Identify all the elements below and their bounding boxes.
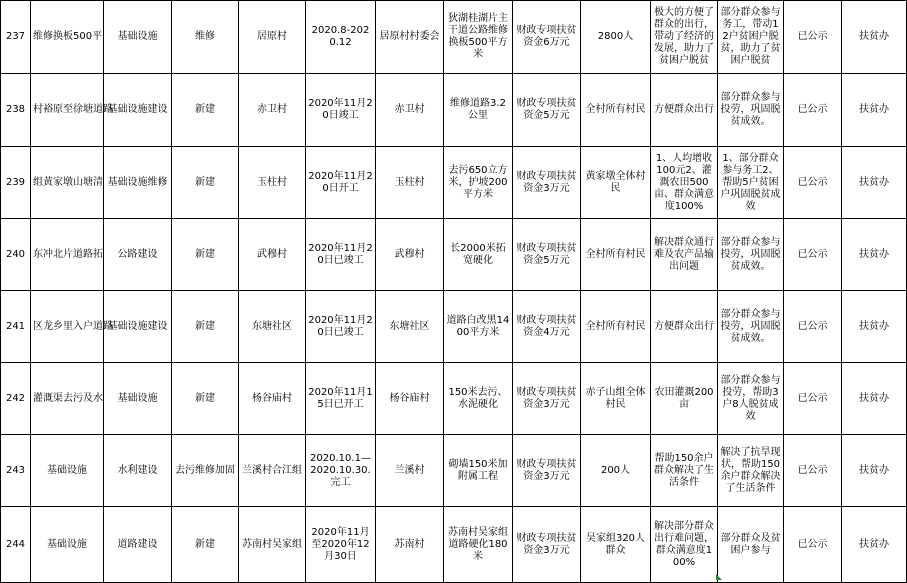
time-cell: 2020年11月至2020年12月30日 — [306, 507, 376, 583]
beneficiary-cell: 2800人 — [581, 1, 651, 74]
content-cell: 狄湖桂湖片主干道公路维修换板500平方米 — [444, 1, 513, 74]
beneficiary-cell: 黄家墩全体村民 — [581, 147, 651, 219]
table-row — [1, 435, 907, 507]
construction-type-cell: 新建 — [172, 74, 239, 147]
effect-cell: 帮助150余户群众解决了生活条件 — [651, 435, 718, 507]
time-cell: 2020.10.1—2020.10.30.完工 — [306, 435, 376, 507]
department-cell: 扶贫办 — [842, 219, 907, 291]
status-cell: 已公示 — [784, 291, 842, 363]
category-cell: 基础设施建设 — [104, 291, 172, 363]
time-cell: 2020年11月20日已竣工 — [306, 219, 376, 291]
location-cell: 玉柱村 — [239, 147, 306, 219]
department-cell: 扶贫办 — [842, 291, 907, 363]
construction-type-cell: 去污维修加固 — [172, 435, 239, 507]
construction-type-cell: 新建 — [172, 507, 239, 583]
construction-type-cell: 维修 — [172, 1, 239, 74]
mechanism-cell: 部分群众参与投劳，巩固脱贫成效。 — [718, 291, 784, 363]
content-cell: 去污650立方米，护坡200平方米 — [444, 147, 513, 219]
department-cell: 扶贫办 — [842, 147, 907, 219]
table-body — [1, 1, 907, 583]
table-row — [1, 219, 907, 291]
funding-cell: 财政专项扶贫资金3万元 — [513, 507, 581, 583]
content-cell: 苏南村吴家组道路硬化180米 — [444, 507, 513, 583]
project-name: 灌溉渠去污及水 — [33, 392, 103, 404]
row-number: 239 — [1, 147, 31, 219]
content-cell: 维修道路3.2公里 — [444, 74, 513, 147]
category-cell: 道路建设 — [104, 507, 172, 583]
department-cell: 扶贫办 — [842, 507, 907, 583]
mechanism-cell: 部分群众参与投劳，帮助3户8人脱贫成效 — [718, 363, 784, 435]
row-number: 237 — [1, 1, 31, 74]
project-name-cell — [31, 435, 104, 507]
department-cell: 扶贫办 — [842, 435, 907, 507]
construction-type-cell: 新建 — [172, 363, 239, 435]
content-cell: 道路白改黑1400平方米 — [444, 291, 513, 363]
effect-cell: 解决部分群众出行难问题，群众满意度100% — [651, 507, 718, 583]
content-cell: 砌墙150米加附属工程 — [444, 435, 513, 507]
status-cell: 已公示 — [784, 1, 842, 74]
category-cell: 水利建设 — [104, 435, 172, 507]
unit-cell: 赤卫村 — [376, 74, 444, 147]
category-cell: 公路建设 — [104, 219, 172, 291]
row-number: 241 — [1, 291, 31, 363]
location-cell: 苏南村吴家组 — [239, 507, 306, 583]
time-cell: 2020年11月20日已竣工 — [306, 291, 376, 363]
effect-cell: 方便群众出行 — [651, 74, 718, 147]
row-number: 240 — [1, 219, 31, 291]
project-name: 基础设施 — [47, 538, 87, 550]
funding-cell: 财政专项扶贫资金4万元 — [513, 291, 581, 363]
row-number: 238 — [1, 74, 31, 147]
funding-cell: 财政专项扶贫资金3万元 — [513, 435, 581, 507]
construction-type-cell: 新建 — [172, 291, 239, 363]
status-cell: 已公示 — [784, 147, 842, 219]
row-number: 244 — [1, 507, 31, 583]
project-name: 基础设施 — [47, 464, 87, 476]
project-name-cell — [31, 291, 113, 363]
cell-comment-marker — [716, 574, 722, 580]
location-cell: 居原村 — [239, 1, 306, 74]
unit-cell: 兰溪村 — [376, 435, 444, 507]
unit-cell: 居原村村委会 — [376, 1, 444, 74]
location-cell: 东塘社区 — [239, 291, 306, 363]
unit-cell: 玉柱村 — [376, 147, 444, 219]
funding-cell: 财政专项扶贫资金6万元 — [513, 1, 581, 74]
table-row — [1, 363, 907, 435]
status-cell: 已公示 — [784, 507, 842, 583]
unit-cell: 苏南村 — [376, 507, 444, 583]
status-cell: 已公示 — [784, 219, 842, 291]
category-cell: 基础设施建设 — [104, 74, 172, 147]
funding-cell: 财政专项扶贫资金5万元 — [513, 219, 581, 291]
table-row — [1, 1, 907, 74]
status-cell: 已公示 — [784, 363, 842, 435]
effect-cell: 农田灌溉200亩 — [651, 363, 718, 435]
table-row — [1, 291, 907, 363]
project-name-cell — [31, 147, 104, 219]
content-cell: 长2000米拓宽硬化 — [444, 219, 513, 291]
project-name-cell — [31, 1, 104, 74]
beneficiary-cell: 全村所有村民 — [581, 291, 651, 363]
category-cell: 基础设施 — [104, 1, 172, 74]
funding-cell: 财政专项扶贫资金3万元 — [513, 147, 581, 219]
mechanism-cell: 部分群众参与投劳，巩固脱贫成效。 — [718, 74, 784, 147]
project-name: 维修换板500平 — [33, 31, 103, 42]
status-cell: 已公示 — [784, 74, 842, 147]
project-name: 区龙乡里入户道路 — [33, 320, 113, 332]
project-name: 东冲北片道路拓 — [33, 248, 103, 260]
content-cell: 150米去污、水泥硬化 — [444, 363, 513, 435]
beneficiary-cell: 全村所有村民 — [581, 219, 651, 291]
row-number: 243 — [1, 435, 31, 507]
construction-type-cell: 新建 — [172, 219, 239, 291]
table-row — [1, 507, 907, 583]
effect-cell: 极大的方便了群众的出行，带动了经济的发展，助力了贫困户脱贫 — [651, 1, 718, 74]
table-row — [1, 147, 907, 219]
mechanism-cell: 部分群众参与投劳，巩固脱贫成效。 — [718, 219, 784, 291]
effect-cell: 解决群众通行难及农产品输出问题 — [651, 219, 718, 291]
mechanism-cell: 部分群众参与务工，带动12户贫困户脱贫，助力了贫困户脱贫 — [718, 1, 784, 74]
project-name: 组黄家墩山塘清 — [33, 176, 103, 188]
unit-cell: 武穆村 — [376, 219, 444, 291]
table-row — [1, 74, 907, 147]
time-cell: 2020年11月20日竣工 — [306, 74, 376, 147]
status-cell: 已公示 — [784, 435, 842, 507]
department-cell: 扶贫办 — [842, 1, 907, 74]
location-cell: 杨谷庙村 — [239, 363, 306, 435]
department-cell: 扶贫办 — [842, 74, 907, 147]
construction-type-cell: 新建 — [172, 147, 239, 219]
project-name-cell — [31, 363, 104, 435]
location-cell: 赤卫村 — [239, 74, 306, 147]
funding-cell: 财政专项扶贫资金3万元 — [513, 363, 581, 435]
beneficiary-cell: 全村所有村民 — [581, 74, 651, 147]
location-cell: 武穆村 — [239, 219, 306, 291]
effect-cell: 方便群众出行 — [651, 291, 718, 363]
beneficiary-cell: 赤子山组全体村民 — [581, 363, 651, 435]
unit-cell: 东塘社区 — [376, 291, 444, 363]
time-cell: 2020.8-2020.12 — [306, 1, 376, 74]
project-name-cell — [31, 219, 104, 291]
effect-cell: 1、人均增收100元2、灌溉农田500亩、群众满意度100% — [651, 147, 718, 219]
project-name: 村裕原至徐塘道路 — [33, 104, 113, 115]
row-number: 242 — [1, 363, 31, 435]
category-cell: 基础设施维修 — [104, 147, 172, 219]
funding-cell: 财政专项扶贫资金5万元 — [513, 74, 581, 147]
time-cell: 2020年11月15日已开工 — [306, 363, 376, 435]
category-cell: 基础设施 — [104, 363, 172, 435]
location-cell: 兰溪村合江组 — [239, 435, 306, 507]
mechanism-cell: 解决了抗旱现状，帮助150余户群众解决了生活条件 — [718, 435, 784, 507]
unit-cell: 杨谷庙村 — [376, 363, 444, 435]
project-name-cell — [31, 507, 104, 583]
mechanism-cell: 1、部分群众参与务工2、帮助5户贫困户巩固脱贫成效 — [718, 147, 784, 219]
project-name-cell — [31, 74, 113, 147]
department-cell: 扶贫办 — [842, 363, 907, 435]
mechanism-cell: 部分群众及贫困户参与 — [718, 507, 784, 583]
beneficiary-cell: 吴家组320人群众 — [581, 507, 651, 583]
time-cell: 2020年11月20日开工 — [306, 147, 376, 219]
beneficiary-cell: 200人 — [581, 435, 651, 507]
